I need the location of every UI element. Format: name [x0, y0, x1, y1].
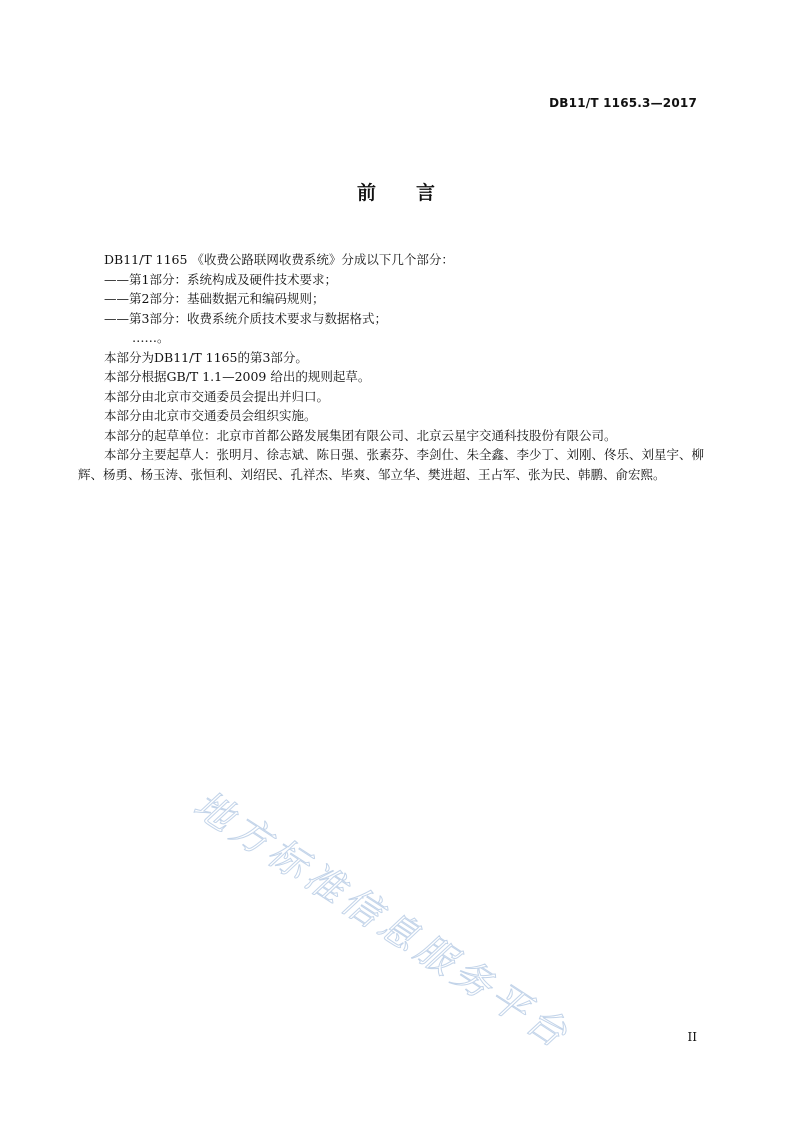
paragraph-drafting-rules: 本部分根据GB/T 1.1—2009 给出的规则起草。	[104, 369, 371, 384]
document-code: DB11/T 1165.3—2017	[549, 96, 697, 110]
list-item-ellipsis: ……。	[132, 330, 170, 345]
paragraph-parts-intro: DB11/T 1165 《收费公路联网收费系统》分成以下几个部分：	[104, 252, 454, 267]
list-item-part-1: ——第1部分：系统构成及硬件技术要求；	[104, 271, 337, 287]
paragraph-drafters: 本部分主要起草人：张明月、徐志斌、陈日强、张素芬、李剑仕、朱全鑫、李少丁、刘刚、佟乐、刘星宇、柳辉、杨勇、杨玉涛、张恒利、刘绍民、孔祥杰、毕爽、邹立华、樊进超、王占军、张为民、韩鹏、俞宏熙。	[78, 447, 705, 482]
paragraph-proposer: 本部分由北京市交通委员会提出并归口。	[104, 388, 330, 404]
paragraph-implementer: 本部分由北京市交通委员会组织实施。	[104, 408, 317, 423]
paragraph-drafting-units: 本部分的起草单位：北京市首都公路发展集团有限公司、北京云星宇交通科技股份有限公司。	[104, 427, 617, 443]
paragraph-part-statement: 本部分为DB11/T 1165的第3部分。	[104, 349, 308, 365]
page-title: 前言	[356, 182, 475, 204]
foreword-body	[78, 250, 718, 484]
list-item-part-2: ——第2部分：基础数据元和编码规则；	[104, 291, 325, 306]
page-number: II	[687, 1030, 697, 1044]
watermark: 地方标准信息服务平台	[186, 781, 580, 1059]
list-item-part-3: ——第3部分：收费系统介质技术要求与数据格式；	[104, 310, 387, 326]
